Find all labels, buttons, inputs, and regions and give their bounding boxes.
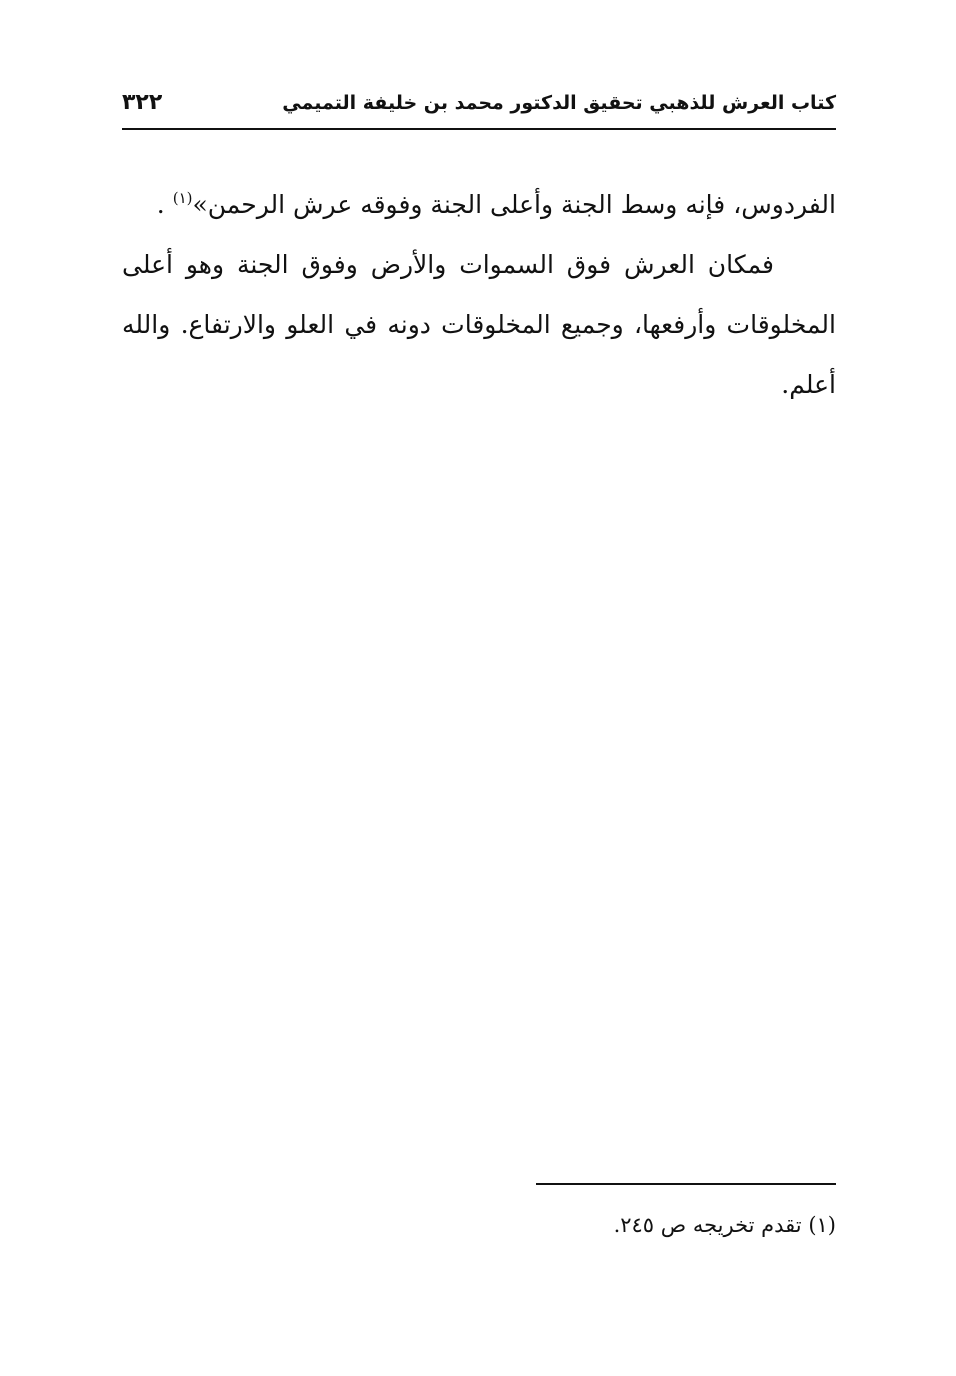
text-line-1-period: . [156,190,165,219]
text-line-2: فمكان العرش فوق السموات والأرض وفوق الجنة وهو أعلى [122,250,774,279]
page-header [122,88,836,128]
text-line-4: أعلم. [781,370,836,399]
running-title: كتاب العرش للذهبي تحقيق الدكتور محمد بن خليفة التميمي [282,92,836,114]
page-number: ٣٢٢ [122,90,163,115]
text-line-1 [122,168,836,235]
text-line-1-body: الفردوس، فإنه وسط الجنة وأعلى الجنة وفوقه عرش الرحمن» [192,190,836,219]
header-divider [122,128,836,130]
footnote-1: (١) تقدم تخريجه ص ٢٤٥. [613,1213,836,1237]
text-line-3: المخلوقات وأرفعها، وجميع المخلوقات دونه في العلو والارتفاع. والله [122,310,836,339]
footnote-reference: (١) [172,189,193,207]
footnote-divider [536,1183,836,1185]
main-text [122,168,836,415]
